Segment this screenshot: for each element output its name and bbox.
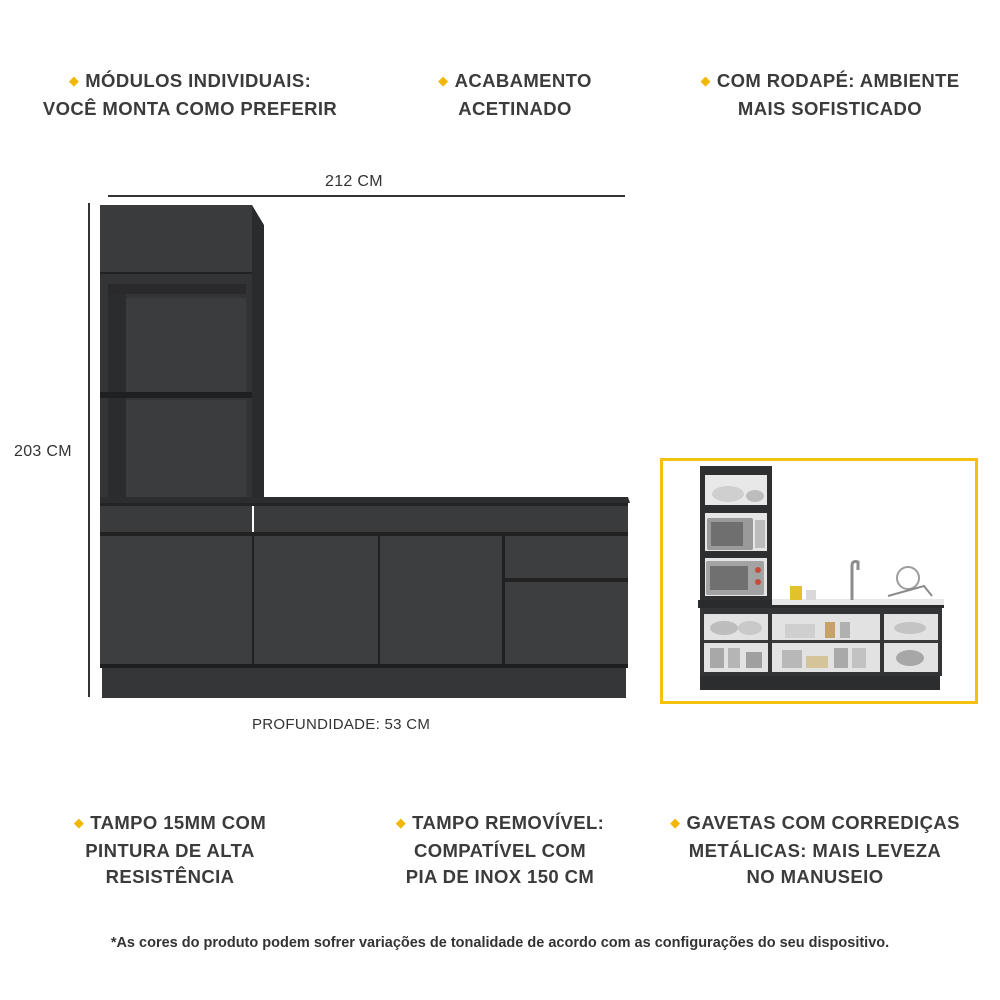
diamond-bullet-icon: ◆ — [73, 815, 85, 830]
feature-text: TAMPO 15MM COM — [90, 812, 267, 833]
feature-text: NO MANUSEIO — [746, 866, 884, 887]
diamond-bullet-icon: ◆ — [670, 815, 681, 830]
feature-tampo-removivel — [375, 810, 625, 890]
feature-text: VOCÊ MONTA COMO PREFERIR — [42, 98, 338, 119]
feature-text: RESISTÊNCIA — [105, 866, 235, 887]
feature-text: MÓDULOS INDIVIDUAIS: — [85, 70, 312, 91]
feature-text: ACABAMENTO — [454, 70, 592, 91]
feature-text: PIA DE INOX 150 CM — [405, 866, 595, 887]
feature-text: ACETINADO — [458, 98, 572, 119]
depth-label: PROFUNDIDADE: 53 CM — [252, 716, 431, 733]
feature-text: PINTURA DE ALTA — [85, 840, 255, 861]
height-label: 203 CM — [14, 443, 72, 460]
feature-text: GAVETAS COM CORREDIÇAS — [686, 812, 960, 833]
feature-text: COM RODAPÉ: AMBIENTE — [716, 70, 960, 91]
diamond-bullet-icon: ◆ — [438, 73, 449, 88]
diamond-bullet-icon: ◆ — [68, 73, 80, 88]
feature-text: TAMPO REMOVÍVEL: — [412, 812, 605, 833]
feature-text: METÁLICAS: MAIS LEVEZA — [688, 840, 942, 861]
feature-tampo-15mm — [40, 810, 300, 890]
diamond-bullet-icon: ◆ — [395, 815, 407, 830]
feature-gavetas — [660, 810, 970, 890]
diamond-bullet-icon: ◆ — [700, 73, 711, 88]
width-label: 212 CM — [325, 173, 383, 190]
feature-text: MAIS SOFISTICADO — [737, 98, 923, 119]
color-disclaimer: *As cores do produto podem sofrer variações de tonalidade de acordo com as configurações do seu dispositivo. — [110, 935, 890, 951]
feature-text: COMPATÍVEL COM — [413, 840, 587, 861]
